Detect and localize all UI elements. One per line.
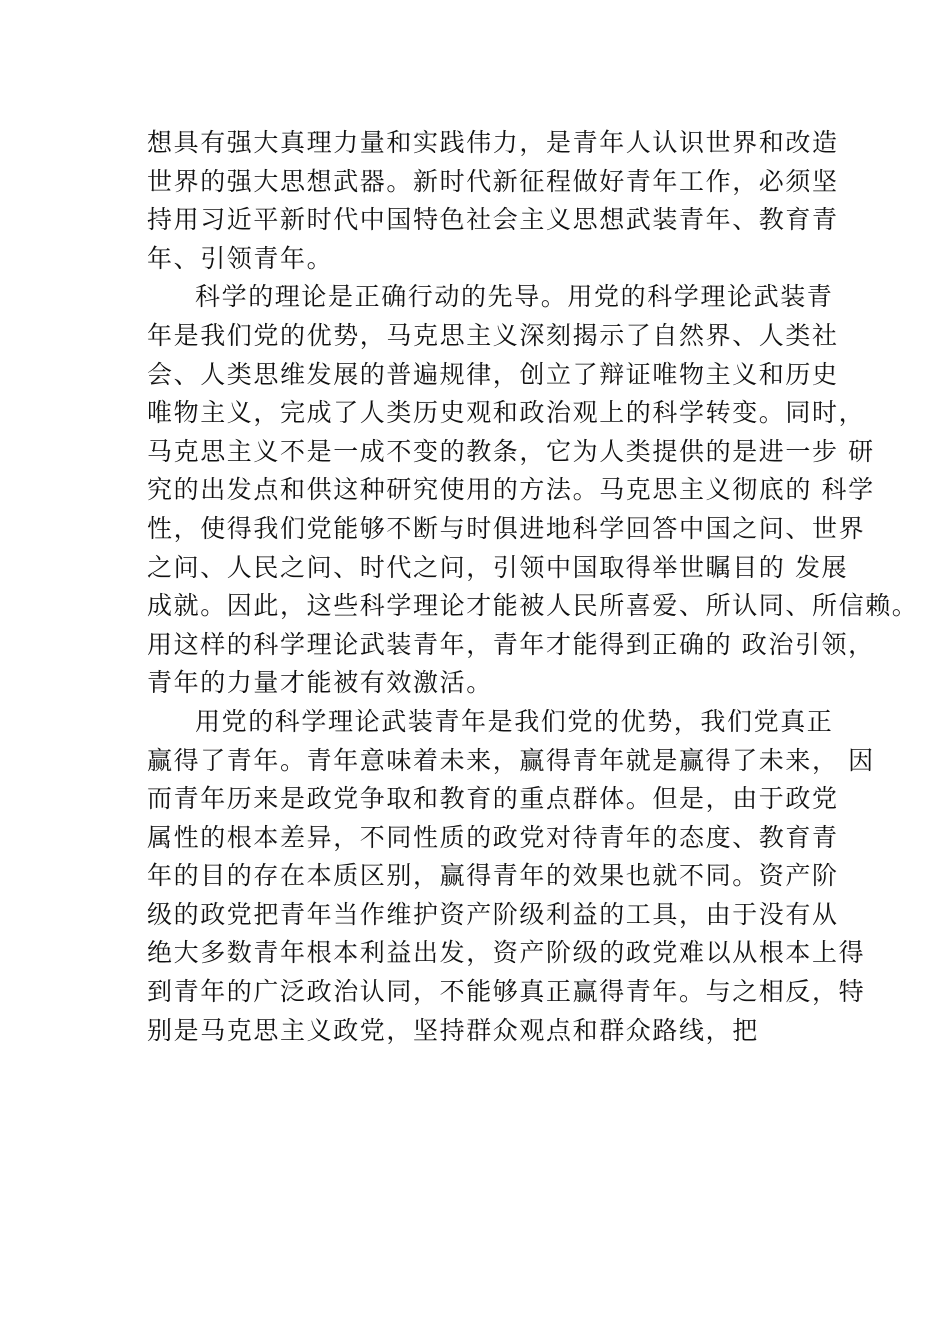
text-line: 而青年历来是政党争取和教育的重点群体。但是，由于政党 bbox=[147, 784, 839, 814]
text-line: 绝大多数青年根本利益出发，资产阶级的政党难以从根本上得 bbox=[147, 938, 866, 968]
text-line: 用这样的科学理论武装青年，青年才能得到正确的 政治引领， bbox=[147, 629, 875, 659]
text-line: 级的政党把青年当作维护资产阶级利益的工具，由于没有从 bbox=[147, 899, 839, 929]
paragraph-first-line: 用党的科学理论武装青年是我们党的优势，我们党真正 bbox=[195, 706, 834, 736]
text-line: 成就。因此，这些科学理论才能被人民所喜爱、所认同、所信赖。 bbox=[147, 591, 919, 621]
text-line: 青年的力量才能被有效激活。 bbox=[147, 668, 493, 698]
paragraph-first-line: 科学的理论是正确行动的先导。用党的科学理论武装青 bbox=[195, 282, 834, 312]
text-line: 属性的根本差异，不同性质的政党对待青年的态度、教育青 bbox=[147, 822, 839, 852]
text-line: 世界的强大思想武器。新时代新征程做好青年工作，必须坚 bbox=[147, 166, 839, 196]
text-line: 别是马克思主义政党，坚持群众观点和群众路线，把 bbox=[147, 1015, 759, 1045]
text-line: 性，使得我们党能够不断与时俱进地科学回答中国之问、世界 bbox=[147, 513, 866, 543]
text-line: 想具有强大真理力量和实践伟力，是青年人认识世界和改造 bbox=[147, 128, 839, 157]
text-line: 之问、人民之问、时代之问，引领中国取得举世瞩目的 发展 bbox=[147, 552, 849, 582]
text-line: 究的出发点和供这种研究使用的方法。马克思主义彻底的 科学 bbox=[147, 475, 875, 505]
text-line: 年、引领青年。 bbox=[147, 243, 334, 273]
text-line: 会、人类思维发展的普遍规律，创立了辩证唯物主义和历史 bbox=[147, 359, 839, 389]
body-text bbox=[147, 124, 919, 1050]
text-line: 赢得了青年。青年意味着未来，赢得青年就是赢得了未来， 因 bbox=[147, 745, 875, 775]
text-line: 到青年的广泛政治认同，不能够真正赢得青年。与之相反，特 bbox=[147, 977, 866, 1007]
text-line: 年是我们党的优势，马克思主义深刻揭示了自然界、人类社 bbox=[147, 320, 839, 350]
text-line: 持用习近平新时代中国特色社会主义思想武装青年、教育青 bbox=[147, 205, 839, 235]
text-line: 马克思主义不是一成不变的教条，它为人类提供的是进一步 研 bbox=[147, 436, 875, 466]
text-line: 唯物主义，完成了人类历史观和政治观上的科学转变。同时， bbox=[147, 398, 866, 428]
text-line: 年的目的存在本质区别，赢得青年的效果也就不同。资产阶 bbox=[147, 861, 839, 891]
